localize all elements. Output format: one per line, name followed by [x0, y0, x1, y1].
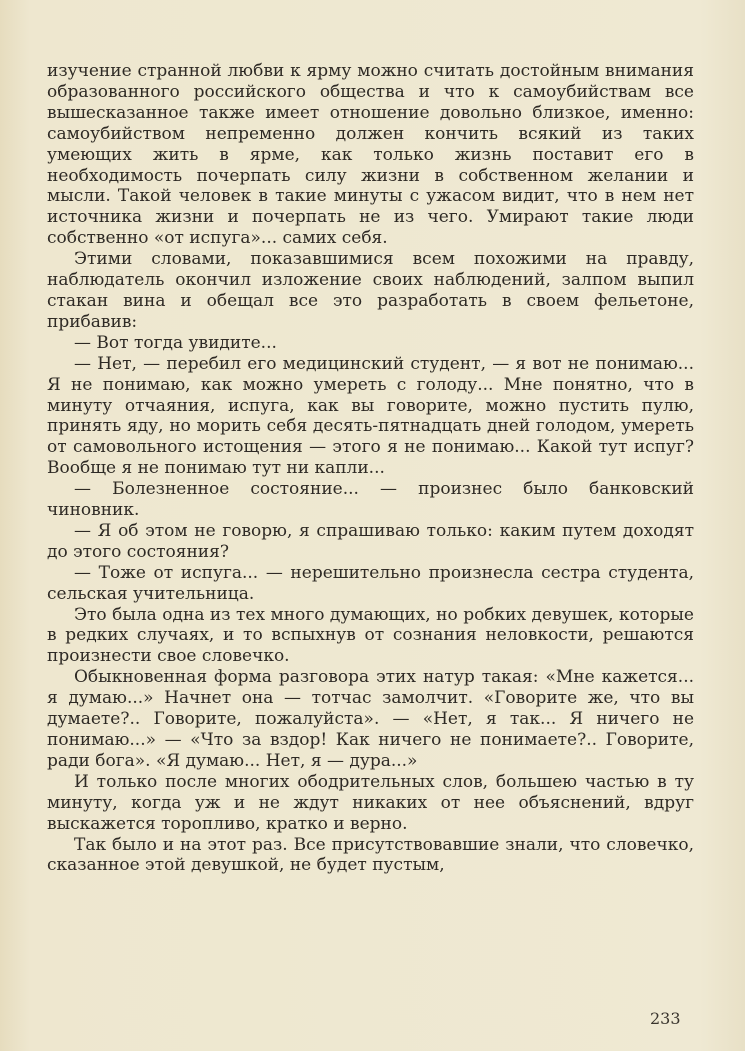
- paragraph-6: — Я об этом не говорю, я спрашиваю только: каким путем доходят до этого состояния?: [47, 520, 694, 562]
- paragraph-8: Это была одна из тех много думающих, но робких девушек, которые в редких случаях, и то вспыхнув от сознания неловкости, решаются произнести свое словечко.: [47, 604, 694, 667]
- paragraph-2: Этими словами, показавшимися всем похожими на правду, наблюдатель окончил изложение своих наблюдений, залпом выпил стакан вина и обещал все это разработать в своем фельетоне, прибавив:: [47, 249, 694, 332]
- paragraph-4: — Нет, — перебил его медицинский студент, — я вот не понимаю... Я не понимаю, как можно умереть с голоду... Мне понятно, что в минуту отчаяния, испуга, как вы говорите, можно пустить пулю, принять яду, но морить себя десять-пятнадцать дней голодом, умереть от самовольного истощения — этого я не понимаю... Какой тут испуг? Вообще я не понимаю тут ни капли...: [47, 353, 694, 479]
- page-body-text: [47, 61, 694, 876]
- paragraph-5: — Болезненное состояние... — произнес было банковский чиновник.: [47, 479, 694, 521]
- paragraph-3: — Вот тогда увидите...: [74, 332, 277, 353]
- paragraph-11: Так было и на этот раз. Все присутствовавшие знали, что словечко, сказанное этой девушкой, не будет пустым,: [47, 834, 694, 876]
- page-number: 233: [650, 1009, 681, 1028]
- paragraph-9: Обыкновенная форма разговора этих натур такая: «Мне кажется... я думаю...» Начнет она — тотчас замолчит. «Говорите же, что вы думаете?.. Говорите, пожалуйста». — «Нет, я так... Я ничего не понимаю...» — «Что за вздор! Как ничего не понимаете?.. Говорите, ради бога». «Я думаю... Нет, я — дура...»: [47, 667, 694, 771]
- paragraph-10: И только после многих ободрительных слов, большею частью в ту минуту, когда уж и не ждут никаких от нее объяснений, вдруг выскажется торопливо, кратко и верно.: [47, 771, 694, 834]
- paragraph-7: — Тоже от испуга... — нерешительно произнесла сестра студента, сельская учительница.: [47, 562, 694, 604]
- paragraph-1: изучение странной любви к ярму можно считать достойным внимания образованного российского общества и что к самоубийствам все вышесказанное также имеет отношение довольно близкое, именно: самоубийством непременно должен кончить всякий из таких умеющих жить в ярме, как только жизнь поставит его в необходимость почерпать силу жизни в собственном желании и мысли. Такой человек в такие минуты с ужасом видит, что в нем нет источника жизни и почерпать не из чего. Умирают такие люди собственно «от испуга»... самих себя.: [47, 61, 694, 249]
